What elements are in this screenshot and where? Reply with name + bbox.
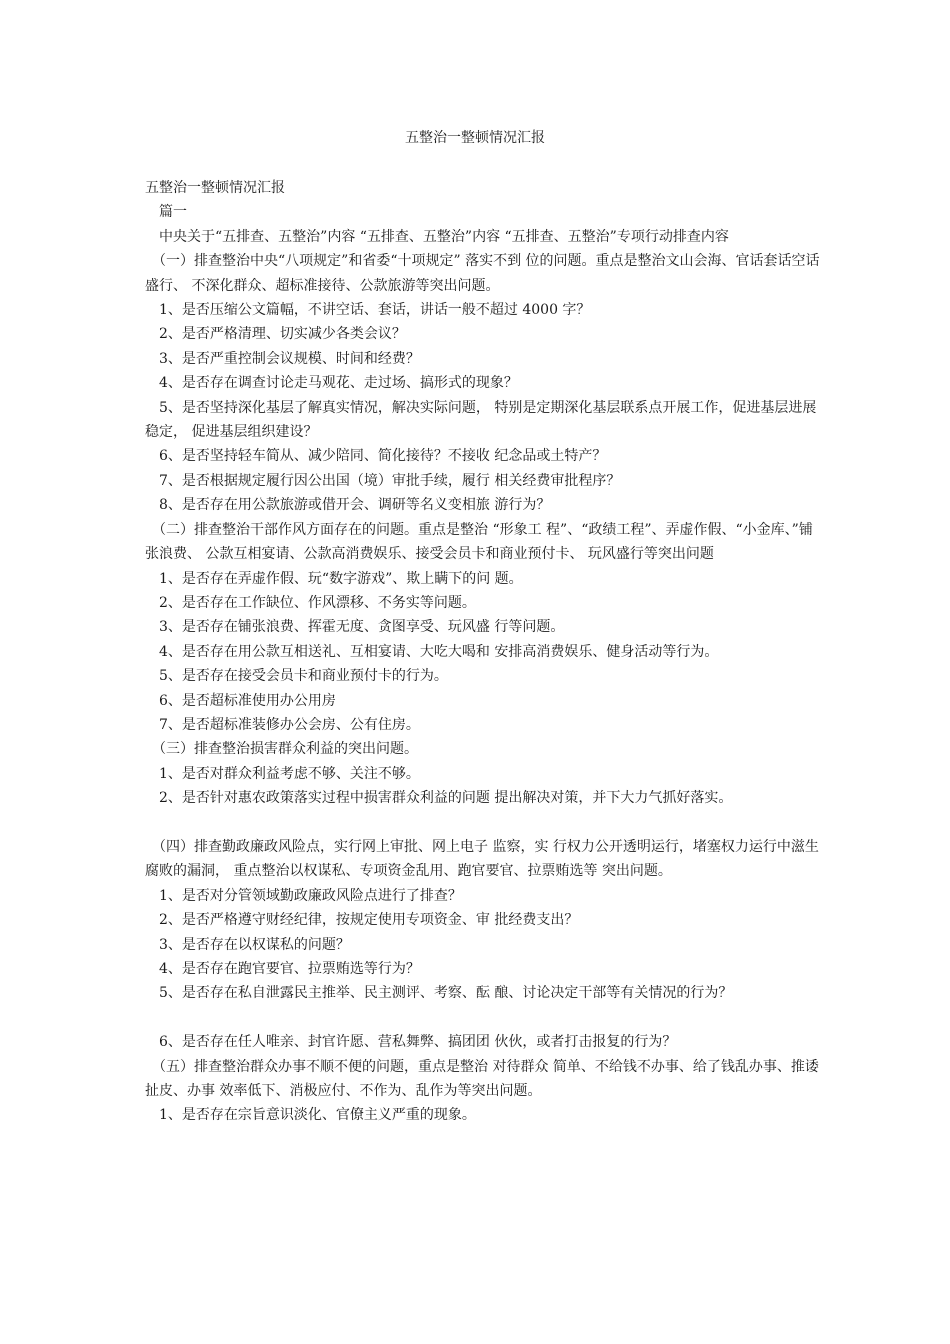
list-item: 2、是否严格遵守财经纪律，按规定使用专项资金、审 批经费支出？ (145, 912, 579, 929)
list-item: 1、是否对群众利益考虑不够、关注不够。 (145, 765, 420, 782)
list-item: 6、是否坚持轻车简从、减少陪同、简化接待？不接收 纪念品或土特产？ (145, 448, 607, 465)
list-item: 3、是否严重控制会议规模、时间和经费？ (145, 350, 420, 367)
list-item: 1、是否存在宗旨意识淡化、官僚主义严重的现象。 (145, 1107, 476, 1124)
list-item: 1、是否对分管领域勤政廉政风险点进行了排查？ (145, 887, 462, 904)
list-item: 1、是否压缩公文篇幅，不讲空话、套话，讲话一般不超过 4000 字？ (145, 302, 591, 319)
section-heading: （三）排查整治损害群众利益的突出问题。 (145, 741, 418, 758)
list-item: 4、是否存在跑官要官、拉票贿选等行为？ (145, 960, 420, 977)
section-heading: （二）排查整治干部作风方面存在的问题。重点是整治 “形象工 程”、“政绩工程”、弄虚作假、“小金库、”铺张浪费、 公款互相宴请、公款高消费娱乐、接受会员卡和商业预付卡、 玩风盛行等突出问题 (145, 521, 813, 563)
list-item: 2、是否针对惠农政策落实过程中损害群众利益的问题 提出解决对策，并下大力气抓好落实。 (145, 790, 733, 807)
list-item: 1、是否存在弄虚作假、玩“数字游戏”、欺上瞒下的问 题。 (145, 570, 523, 587)
paragraph: 中央关于“五排查、五整治”内容 “五排查、五整治”内容 “五排查、五整治”专项行动排查内容 (145, 228, 729, 245)
list-item: 3、是否存在铺张浪费、挥霍无度、贪图享受、玩风盛 行等问题。 (145, 619, 565, 636)
list-item: 4、是否存在用公款互相送礼、互相宴请、大吃大喝和 安排高消费娱乐、健身活动等行为。 (145, 643, 719, 660)
list-item: 6、是否超标准使用办公用房 (145, 692, 336, 709)
document-title: 五整治一整顿情况汇报 (405, 130, 545, 146)
list-item: 6、是否存在任人唯亲、封官许愿、营私舞弊、搞团团 伙伙，或者打击报复的行为？ (145, 1034, 677, 1051)
blank-line (145, 811, 825, 835)
blank-line (145, 1006, 825, 1030)
list-item: 5、是否坚持深化基层了解真实情况，解决实际问题， 特别是定期深化基层联系点开展工作，促进基层进展稳定， 促进基层组织建设？ (145, 399, 817, 441)
list-item: 7、是否超标准装修办公会房、公有住房。 (145, 716, 420, 733)
section-heading: （五）排查整治群众办事不顺不便的问题，重点是整治 对待群众 简单、不给钱不办事、给了钱乱办事、推诿扯皮、办事 效率低下、消极应付、不作为、乱作为等突出问题。 (145, 1058, 819, 1099)
list-item: 7、是否根据规定履行因公出国（境）审批手续，履行 相关经费审批程序？ (145, 472, 621, 489)
section-heading: （四）排查勤政廉政风险点，实行网上审批、网上电子 监察，实 行权力公开透明运行，堵塞权力运行中滋生腐败的漏洞， 重点整治以权谋私、专项资金乱用、跑官要官、拉票贿选等 突出问题。 (145, 838, 819, 880)
section-label: 篇一 (145, 204, 187, 221)
document-body (145, 176, 825, 1128)
list-item: 4、是否存在调查讨论走马观花、走过场、搞形式的现象？ (145, 375, 518, 392)
list-item: 2、是否存在工作缺位、作风漂移、不务实等问题。 (145, 594, 476, 611)
section-heading: （一）排查整治中央“八项规定”和省委“十项规定” 落实不到 位的问题。重点是整治文山会海、官话套话空话盛行、 不深化群众、超标准接待、公款旅游等突出问题。 (145, 253, 820, 294)
list-item: 2、是否严格清理、切实减少各类会议？ (145, 326, 406, 343)
list-item: 3、是否存在以权谋私的问题？ (145, 936, 350, 953)
list-item: 8、是否存在用公款旅游或借开会、调研等名义变相旅 游行为？ (145, 497, 551, 514)
subtitle-line: 五整治一整顿情况汇报 (145, 180, 285, 196)
list-item: 5、是否存在私自泄露民主推举、民主测评、考察、酝 酿、讨论决定干部等有关情况的行为？ (145, 985, 733, 1002)
list-item: 5、是否存在接受会员卡和商业预付卡的行为。 (145, 668, 448, 685)
